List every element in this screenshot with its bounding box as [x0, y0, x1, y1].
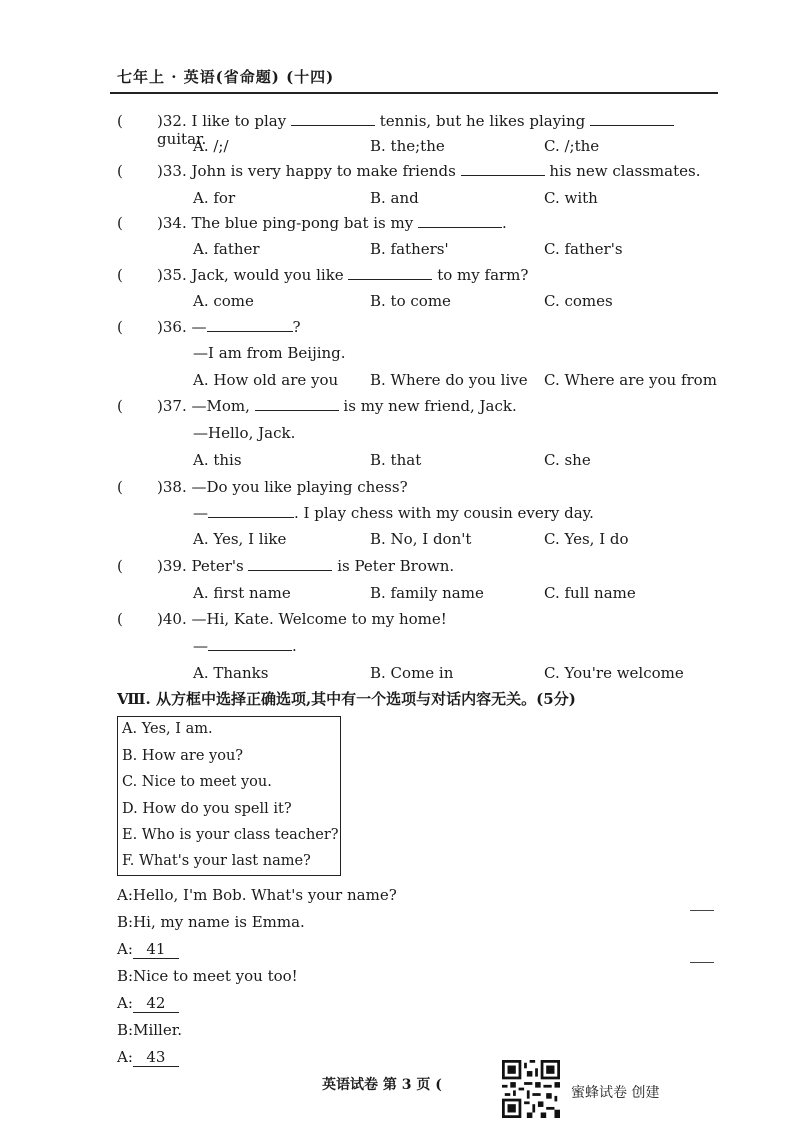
- question-line2: [193, 504, 793, 526]
- stem-text: —Hello, Jack.: [193, 424, 296, 442]
- dialog-line: A: 41: [117, 940, 179, 959]
- question-number: 38: [162, 478, 182, 496]
- stem-text: Peter's: [191, 557, 249, 575]
- answer-blank: [590, 113, 674, 126]
- question-stem: )35. Jack, would you like to my farm?: [157, 266, 529, 284]
- box-item: D. How do you spell it?: [122, 801, 292, 817]
- answer-paren: (: [117, 266, 123, 284]
- dialog-text: Hello, I'm Bob. What's your name?: [132, 886, 397, 904]
- question-number: 32: [162, 112, 182, 130]
- question-38: [117, 478, 717, 500]
- question-37: [117, 397, 717, 419]
- stem-text: guitar.: [157, 130, 207, 148]
- brand-label: 蜜蜂试卷 创建: [571, 1085, 660, 1101]
- option-c: C. You're welcome: [544, 664, 684, 682]
- option-b: B. to come: [370, 292, 451, 310]
- stem-text: ?: [292, 318, 301, 336]
- stem-text: —Hi, Kate. Welcome to my home!: [191, 610, 447, 628]
- question-line2: [193, 637, 793, 659]
- dialog-line: B:Miller.: [117, 1021, 183, 1039]
- option-a: A. Thanks: [193, 664, 269, 682]
- answer-blank: 43: [133, 1048, 179, 1067]
- question-line2: [193, 424, 793, 446]
- stem-text: —: [193, 504, 208, 522]
- dialog-text: Miller.: [133, 1021, 183, 1039]
- dialog-line: B:Hi, my name is Emma.: [117, 913, 305, 931]
- speaker: B: [117, 1021, 129, 1039]
- speaker: B: [117, 913, 129, 931]
- option-c: C. full name: [544, 584, 636, 602]
- option-c: C. with: [544, 189, 598, 207]
- answer-paren: (: [117, 478, 123, 496]
- answer-paren: (: [117, 397, 123, 415]
- answer-paren: (: [117, 162, 123, 180]
- answer-blank: [348, 267, 432, 280]
- margin-dash: [690, 962, 714, 963]
- question-36: [117, 318, 717, 340]
- question-34: [117, 214, 717, 236]
- option-b: B. Come in: [370, 664, 454, 682]
- answer-paren: (: [117, 214, 123, 232]
- option-a: A. this: [193, 451, 242, 469]
- margin-dash: [690, 910, 714, 911]
- box-item: E. Who is your class teacher?: [122, 827, 339, 843]
- qr-code-icon: [500, 1060, 562, 1118]
- dialog-text: Nice to meet you too!: [133, 967, 298, 985]
- speaker: A: [117, 940, 128, 958]
- question-stem: )39. Peter's is Peter Brown.: [157, 557, 455, 575]
- question-33: [117, 162, 717, 184]
- answer-paren: (: [117, 318, 123, 336]
- question-number: 34: [162, 214, 182, 232]
- answer-blank: 42: [133, 994, 179, 1013]
- stem-text: —Do you like playing chess?: [191, 478, 408, 496]
- dialog-line: B:Nice to meet you too!: [117, 967, 298, 985]
- speaker: A: [117, 994, 128, 1012]
- option-a: A. first name: [193, 584, 291, 602]
- question-stem: )34. The blue ping-pong bat is my .: [157, 214, 507, 232]
- box-item: C. Nice to meet you.: [122, 774, 272, 790]
- question-39: [117, 557, 717, 579]
- question-35: [117, 266, 717, 288]
- box-item: F. What's your last name?: [122, 853, 311, 869]
- option-b: B. the;the: [370, 137, 445, 155]
- stem-text: John is very happy to make friends: [191, 162, 461, 180]
- speaker: A: [117, 1048, 128, 1066]
- option-c: C. father's: [544, 240, 623, 258]
- stem-text: —Mom,: [191, 397, 255, 415]
- option-c: C. Where are you from: [544, 371, 717, 389]
- option-a: A. come: [193, 292, 254, 310]
- question-stem: )36. — ?: [157, 318, 301, 336]
- question-40: [117, 610, 717, 632]
- dialog-line: A: 43: [117, 1048, 179, 1067]
- question-number: 40: [162, 610, 182, 628]
- option-c: C. Yes, I do: [544, 530, 629, 548]
- answer-blank: [291, 113, 375, 126]
- option-b: B. and: [370, 189, 419, 207]
- question-number: 35: [162, 266, 182, 284]
- stem-text: .: [292, 637, 297, 655]
- answer-paren: (: [117, 112, 123, 130]
- option-c: C. /;the: [544, 137, 600, 155]
- stem-text: I like to play: [191, 112, 291, 130]
- question-stem: )32. I like to play tennis, but he likes playing guitar.: [157, 112, 717, 148]
- stem-text: .: [501, 214, 507, 232]
- option-a: A. for: [193, 189, 236, 207]
- dialog-line: A:Hello, I'm Bob. What's your name?: [117, 886, 397, 904]
- stem-text: his new classmates.: [544, 162, 701, 180]
- answer-blank: [418, 215, 502, 228]
- option-c: C. comes: [544, 292, 613, 310]
- dialog-text: Hi, my name is Emma.: [133, 913, 305, 931]
- option-a: A. father: [193, 240, 260, 258]
- stem-text: —: [191, 318, 207, 336]
- question-stem: )37. —Mom, is my new friend, Jack.: [157, 397, 517, 415]
- option-b: B. fathers': [370, 240, 449, 258]
- answer-blank: 41: [133, 940, 179, 959]
- answer-blank: [207, 319, 293, 332]
- option-b: B. family name: [370, 584, 484, 602]
- stem-text: is Peter Brown.: [332, 557, 455, 575]
- speaker: B: [117, 967, 129, 985]
- option-a: A. Yes, I like: [193, 530, 287, 548]
- answer-paren: (: [117, 557, 123, 575]
- stem-text: —I am from Beijing.: [193, 344, 346, 362]
- option-b: B. No, I don't: [370, 530, 472, 548]
- stem-text: tennis, but he likes playing: [374, 112, 590, 130]
- option-a: A. /;/: [193, 137, 229, 155]
- stem-text: Jack, would you like: [191, 266, 349, 284]
- question-stem: )38. —Do you like playing chess?: [157, 478, 408, 496]
- question-number: 36: [162, 318, 182, 336]
- question-line2: [193, 344, 793, 366]
- stem-text: . I play chess with my cousin every day.: [294, 504, 594, 522]
- option-c: C. she: [544, 451, 591, 469]
- question-stem: )40. —Hi, Kate. Welcome to my home!: [157, 610, 447, 628]
- option-b: B. Where do you live: [370, 371, 528, 389]
- option-b: B. that: [370, 451, 422, 469]
- answer-blank: [255, 398, 339, 411]
- stem-text: is my new friend, Jack.: [338, 397, 517, 415]
- option-box: [117, 716, 341, 876]
- page-footer: 英语试卷 第 3 页 (: [322, 1077, 442, 1093]
- dialog-line: A: 42: [117, 994, 179, 1013]
- speaker: A: [117, 886, 128, 904]
- question-number: 37: [162, 397, 182, 415]
- section-title: Ⅷ. 从方框中选择正确选项,其中有一个选项与对话内容无关。(5分): [117, 690, 576, 708]
- stem-text: to my farm?: [432, 266, 529, 284]
- answer-blank: [461, 163, 545, 176]
- question-number: 39: [162, 557, 182, 575]
- header-rule: [110, 92, 718, 94]
- stem-text: —: [193, 637, 208, 655]
- stem-text: The blue ping-pong bat is my: [191, 214, 418, 232]
- page-header: 七年上 · 英语(省命题) (十四): [117, 68, 335, 86]
- answer-blank: [248, 558, 332, 571]
- box-item: B. How are you?: [122, 748, 244, 764]
- box-item: A. Yes, I am.: [122, 721, 213, 737]
- answer-blank: [208, 505, 294, 518]
- question-number: 33: [162, 162, 182, 180]
- answer-paren: (: [117, 610, 123, 628]
- answer-blank: [208, 638, 292, 651]
- option-a: A. How old are you: [193, 371, 339, 389]
- question-stem: )33. John is very happy to make friends his new classmates.: [157, 162, 701, 180]
